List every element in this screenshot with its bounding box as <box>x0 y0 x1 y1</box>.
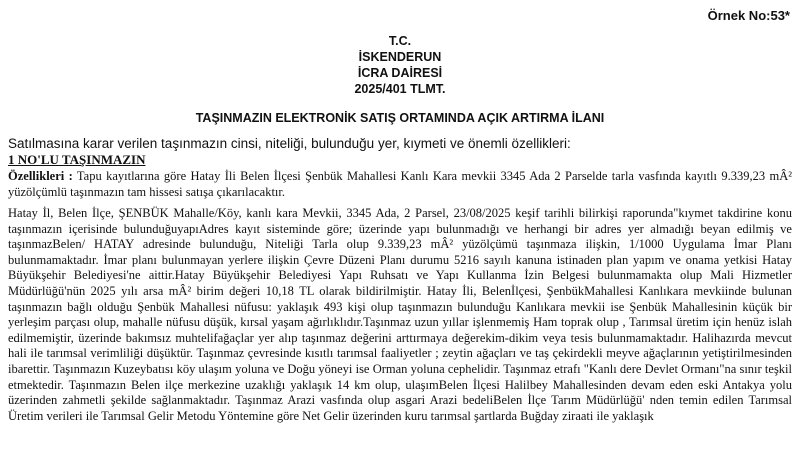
sample-number: Örnek No:53* <box>707 8 790 23</box>
header-office: İCRA DAİRESİ <box>357 66 443 80</box>
header-tc: T.C. <box>388 34 412 48</box>
intro-text: Satılmasına karar verilen taşınmazın cinsi, niteliği, bulunduğu yer, kıymeti ve önemli özellikleri: <box>8 136 571 151</box>
header-city: İSKENDERUN <box>358 50 442 64</box>
features-text: Tapu kayıtlarına göre Hatay İli Belen İlçesi Şenbük Mahallesi Kanlı Kara mevkii 3345 Ada 2 Parselde tarla vasfında kayıtlı 9.339,23 mÂ² yüzölçümlü taşınmazın tam hissesi satışa çıkarılacaktır. <box>8 169 792 199</box>
features-label: Özellikleri : <box>8 169 73 183</box>
header-file-number: 2025/401 TLMT. <box>354 82 446 96</box>
document-header <box>0 33 800 97</box>
details-paragraph: Hatay İl, Belen İlçe, ŞENBÜK Mahalle/Köy, kanlı kara Mevkii, 3345 Ada, 2 Parsel, 23/08/2025 keşif tarihli bilirkişi raporunda"kıymet takdirine konu taşınmazın içerisinde bulunduğuyapıAdres kayıt sisteminde göre; üzerinde yapı bulunmadığı ve herhangi bir adres yer almadığı beyan edilmiş ve taşınmazBelen/ HATAY adresinde bulunduğu, Niteliği Tarla olup 9.339,23 mÂ² yüzölçümü taşınmaza ilişkin, 1/1000 Uygulama İmar Planı bulunmamaktadır. İmar planı bulunmayan yerlere ilişkin Çevre Düzeni Planı durumu 5216 sayılı kanuna istinaden plan yapım ve onama yetkisi Hatay Büyükşehir Belediyesi'ne aittir.Hatay Büyükşehir Belediyesi Yapı Ruhsatı ve Yapı Kullanma İzin Belgesi bulunmamakta olup Mali Hizmetler Müdürlüğü'nün 2025 yılı arsa mÂ² birim değeri 10,18 TL olarak bildirilmiştir. Hatay İli, Belenİlçesi, ŞenbükMahallesi Kanlıkara mevkiinde bulunan taşınmazın bağlı olduğu Şenbük Mahallesi nüfusu: yaklaşık 493 kişi olup taşınmazın bulunduğu Kanlıkara mevkii ise Şenbük Mahallesinin küçük bir yerleşim parçası olup, mahalle nüfusu düşük, kırsal yaşam ağırlıklıdır.Taşınmaz uzun yıllar işlenmemiş Ham toprak olup , Tarımsal üretim için henüz islah edilmemiştir, üzerinde bakımsız muhtelifağaçlar yer alıp taşınmaz değerini arttırmaya değerekim-dikim veya tesis bulunmamaktadır. Halihazırda mevcut hali ile tarımsal verimliliği düşüktür. Taşınmaz çevresinde kısıtlı tarımsal faaliyetler ; zeytin ağaçları ve taş çekirdekli meyve ağaçlarının yetiştirilmesinden ibarettir. Taşınmazın Kuzeybatısı köy ulaşım yoluna ve Doğu yöneyi ise Orman yoluna cephelidir. Taşınmaz etrafı "Kanlı dere Devlet Ormanı"na sınır teşkil etmektedir. Taşınmazın Belen ilçe merkezine uzaklığı yaklaşık 14 km olup, ulaşımBelen İlçesi Halilbey Mahallesinden devam eden eski Antakya yolu üzerinden zahmetli şekilde sağlanmaktadır. Taşınmaz Arazi vasfında olup asgari Arazi bedeliBelen İlçe Tarım Müdürlüğü' nden temin edilen Tarımsal Üretim verileri ile Tarımsal Gelir Metodu Yöntemine göre Net Gelir üzerinden kuru tarımsal şartlarda Buğday ziraati ile yaklaşık <box>8 206 792 423</box>
features-paragraph <box>8 168 792 200</box>
notice-title: TAŞINMAZIN ELEKTRONİK SATIŞ ORTAMINDA AÇIK ARTIRMA İLANI <box>195 111 605 125</box>
property-heading: 1 NO'LU TAŞINMAZIN <box>8 152 146 167</box>
